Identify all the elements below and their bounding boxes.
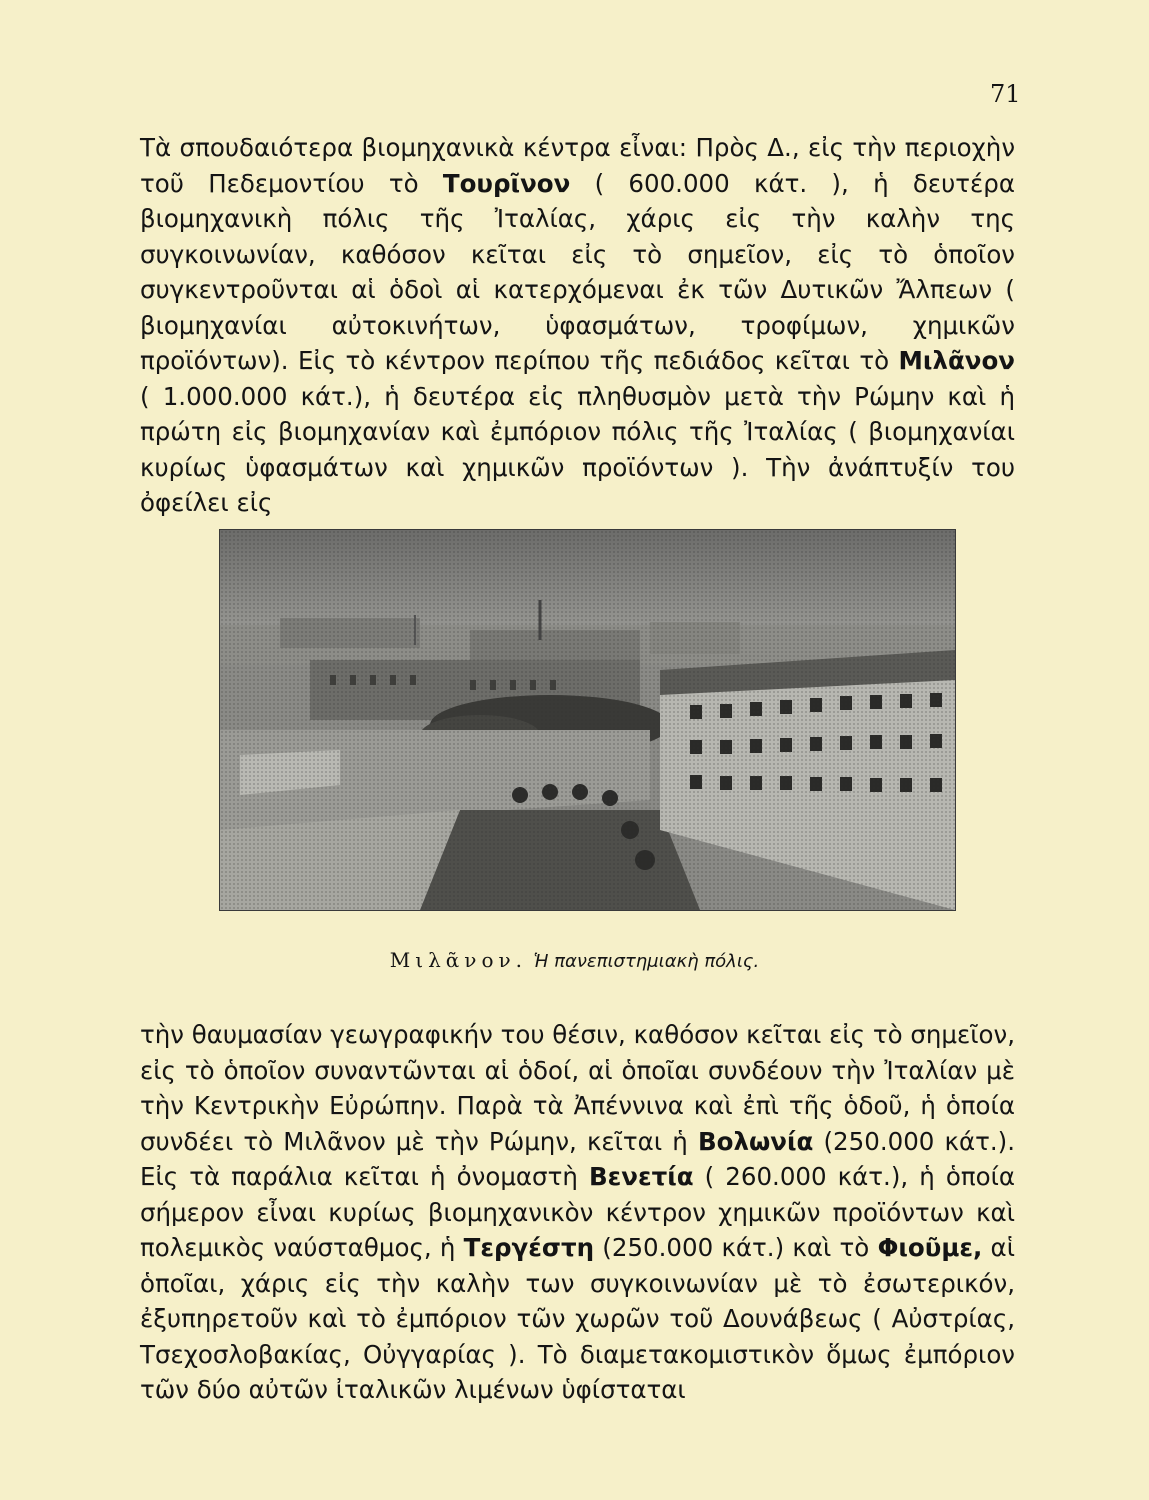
text-run: ( 1.000.000 κάτ.), ἡ δευτέρα εἰς πληθυσμὸν μετὰ τὴν Ρώμην καὶ ἡ πρώτη εἰς βιομηχανίαν καὶ ἐμπόριον πόλις τῆς Ἰταλίας ( βιομηχανίαι κυρίως ὑφασμάτων καὶ χημικῶν προϊόντων ). Τὴν ἀνάπτυξίν του ὀφείλει εἰς <box>140 381 1015 517</box>
photo-illustration <box>220 530 955 910</box>
text-run: ( 600.000 κάτ. ), ἡ δευτέρα βιομηχανικὴ πόλις τῆς Ἰταλίας, χάρις εἰς τὴν καλὴν της συγκοινωνίαν, καθόσον κεῖται εἰς τὸ σημεῖον, εἰς τὸ ὁποῖον συγκεντροῦνται αἱ ὁδοὶ αἱ κατερχόμεναι ἐκ τῶν Δυτικῶν Ἄλπεων ( βιομηχανίαι αὐτοκινήτων, ὑφασμάτων, τροφίμων, χημικῶν προϊόντων). Εἰς τὸ κέντρον περίπου τῆς πεδιάδος κεῖται τὸ <box>140 168 1015 375</box>
bold-term-turin: Τουρῖνον <box>442 168 571 198</box>
text-run: Τὰ σπουδαιότερα βιομηχανικὰ κέντρα εἶναι: Πρὸς Δ., εἰς τὴν περιοχὴν τοῦ Πεδεμοντίου τὸ <box>140 133 1015 198</box>
photo-caption <box>0 948 1149 972</box>
text-run: (250.000 κάτ.) καὶ τὸ <box>594 1233 878 1262</box>
bold-term-venice: Βενετία <box>588 1162 694 1191</box>
paragraph-top <box>140 130 1015 521</box>
bold-term-bologna: Βολωνία <box>697 1126 814 1156</box>
text-run: αἱ ὁποῖαι, χάρις εἰς τὴν καλὴν των συγκοινωνίαν μὲ τὸ ἐσωτερικόν, ἐξυπηρετοῦν καὶ τὸ ἐμπόριον τῶν χωρῶν τοῦ Δουνάβεως ( Αὐστρίας, Τσεχοσλοβακίας, Οὐγγαρίας ). Τὸ διαμετακομιστικὸν ὅμως ἐμπόριον τῶν δύο αὐτῶν ἰταλικῶν λιμένων ὑφίσταται <box>140 1233 1016 1404</box>
caption-city: Μιλᾶνον. <box>389 948 527 972</box>
bold-term-milan: Μιλᾶνον <box>898 346 1015 375</box>
photo-milan-university-city <box>220 530 955 910</box>
bold-term-fiume: Φιοῦμε, <box>877 1233 983 1262</box>
bold-term-trieste: Τεργέστη <box>463 1233 595 1262</box>
caption-text: Ἡ πανεπιστημιακὴ πόλις. <box>533 951 760 972</box>
paragraph-bottom <box>140 1017 1015 1408</box>
text-run: ( 260.000 κάτ.), ἡ ὁποία σήμερον εἶναι κυρίως βιομηχανικὸν κέντρον χημικῶν προϊόντων καὶ πολεμικὸς ναύσταθμος, ἡ <box>140 1162 1016 1262</box>
text-run: (250.000 κάτ.). Εἰς τὰ παράλια κεῖται ἡ ὀνομαστὴ <box>140 1126 1016 1191</box>
text-run: τὴν θαυμασίαν γεωγραφικήν του θέσιν, καθόσον κεῖται εἰς τὸ σημεῖον, εἰς τὸ ὁποῖον συναντῶνται αἱ ὁδοί, αἱ ὁποῖαι συνδέουν τὴν Ἰταλίαν μὲ τὴν Κεντρικὴν Εὐρώπην. Παρὰ τὰ Ἀπέννινα καὶ ἐπὶ τῆς ὁδοῦ, ἡ ὁποία συνδέει τὸ Μιλᾶνον μὲ τὴν Ρώμην, κεῖται ἡ <box>140 1020 1015 1156</box>
page-number: 71 <box>990 80 1021 108</box>
